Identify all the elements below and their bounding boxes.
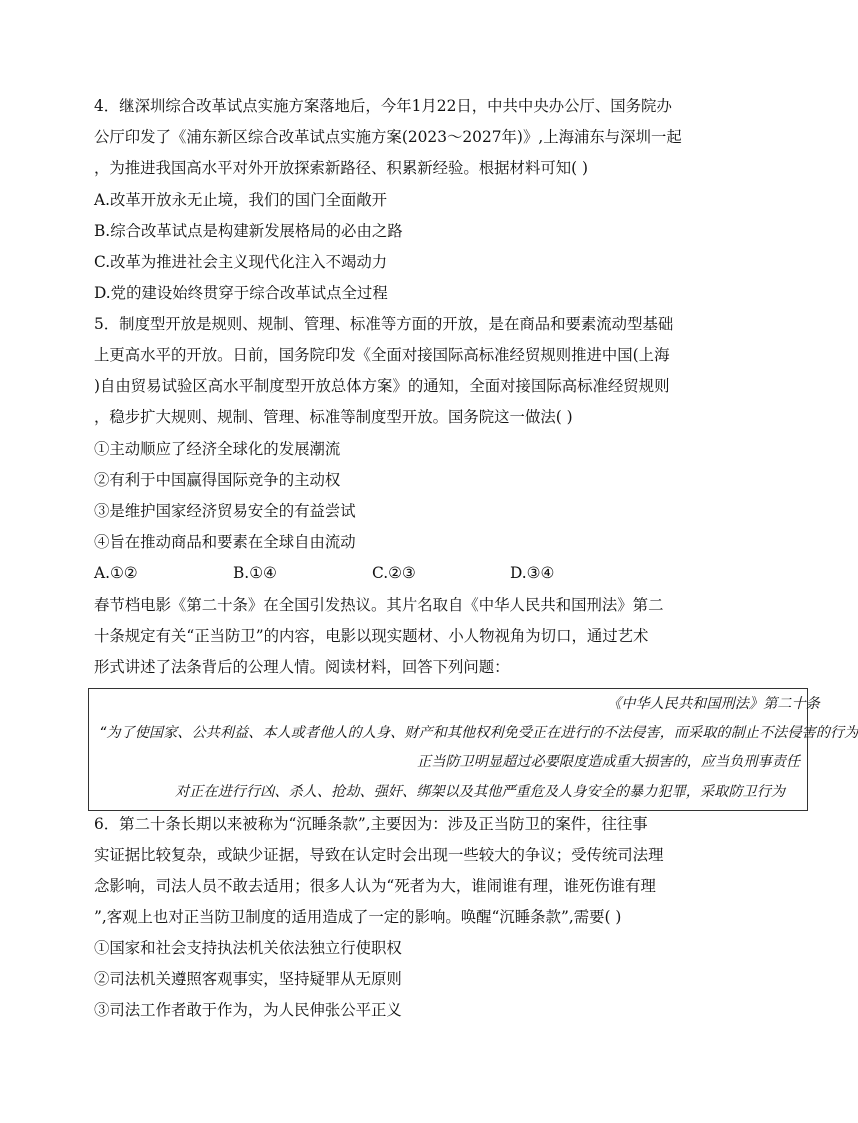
q4-option-c: C.改革为推进社会主义现代化注入不竭动力 xyxy=(94,253,388,271)
q6-statement-3: ③司法工作者敢于作为，为人民伸张公平正义 xyxy=(94,1001,402,1019)
material-line-1: 春节档电影《第二十条》在全国引发热议。其片名取自《中华人民共和国刑法》第二 xyxy=(94,596,664,614)
q5-statement-4: ④旨在推动商品和要素在全球自由流动 xyxy=(94,533,356,551)
q6-stem-line-2: 实证据比较复杂，或缺少证据，导致在认定时会出现一些较大的争议；受传统司法理 xyxy=(94,846,664,864)
q4-option-a: A.改革开放永无止境，我们的国门全面敞开 xyxy=(94,191,388,209)
q6-stem-line-4: ”,客观上也对正当防卫制度的适用造成了一定的影响。唤醒“沉睡条款”,需要( ) xyxy=(94,908,622,926)
q6-statement-1: ①国家和社会支持执法机关依法独立行使职权 xyxy=(94,939,402,957)
law-title: 《中华人民共和国刑法》第二十条 xyxy=(607,696,820,712)
q4-stem-line-1: 4．继深圳综合改革试点实施方案落地后，今年1月22日，中共中央办公厅、国务院办 xyxy=(94,97,672,115)
q4-stem-line-3: ，为推进我国高水平对外开放探索新路径、积累新经验。根据材料可知( ) xyxy=(94,159,589,177)
q5-choices xyxy=(94,563,614,583)
q6-stem-line-1: 6．第二十条长期以来被称为“沉睡条款”,主要因为：涉及正当防卫的案件，往往事 xyxy=(94,815,648,833)
q5-choice-c: C.②③ xyxy=(372,564,416,582)
q5-statement-3: ③是维护国家经济贸易安全的有益尝试 xyxy=(94,502,356,520)
q5-stem-line-4: ，稳步扩大规则、规制、管理、标准等制度型开放。国务院这一做法( ) xyxy=(94,408,573,426)
law-excerpt-box xyxy=(88,688,858,811)
q5-statement-1: ①主动顺应了经济全球化的发展潮流 xyxy=(94,440,341,458)
law-clause-1: “为了使国家、公共利益、本人或者他人的人身、财产和其他权利免受正在进行的不法侵害，而采取的制止不法侵害的行为 xyxy=(99,725,858,741)
q5-statement-2: ②有利于中国赢得国际竞争的主动权 xyxy=(94,471,341,489)
q4-option-d: D.党的建设始终贯穿于综合改革试点全过程 xyxy=(94,284,388,302)
material-line-3: 形式讲述了法条背后的公理人情。阅读材料，回答下列问题： xyxy=(94,658,510,676)
q6-stem-line-3: 念影响，司法人员不敢去适用；很多人认为“死者为大，谁闹谁有理，谁死伤谁有理 xyxy=(94,877,656,895)
q6-statement-2: ②司法机关遵照客观事实，坚持疑罪从无原则 xyxy=(94,970,402,988)
q5-stem-line-1: 5．制度型开放是规则、规制、管理、标准等方面的开放，是在商品和要素流动型基础 xyxy=(94,315,674,333)
law-clause-2: 正当防卫明显超过必要限度造成重大损害的，应当负刑事责任 xyxy=(417,754,801,770)
q5-choice-a: A.①② xyxy=(94,564,138,582)
q4-stem-line-2: 公厅印发了《浦东新区综合改革试点实施方案(2023～2027年)》,上海浦东与深圳一起 xyxy=(94,128,682,146)
law-clause-3: 对正在进行行凶、杀人、抢劫、强奸、绑架以及其他严重危及人身安全的暴力犯罪，采取防卫行为 xyxy=(175,784,786,800)
q5-stem-line-3: )自由贸易试验区高水平制度型开放总体方案》的通知，全面对接国际高标准经贸规则 xyxy=(94,377,670,395)
q5-choice-d: D.③④ xyxy=(510,564,555,582)
q5-choice-b: B.①④ xyxy=(233,564,277,582)
q5-stem-line-2: 上更高水平的开放。日前，国务院印发《全面对接国际高标准经贸规则推进中国(上海 xyxy=(94,346,670,364)
q4-option-b: B.综合改革试点是构建新发展格局的必由之路 xyxy=(94,222,403,240)
material-line-2: 十条规定有关“正当防卫”的内容，电影以现实题材、小人物视角为切口，通过艺术 xyxy=(94,627,649,645)
